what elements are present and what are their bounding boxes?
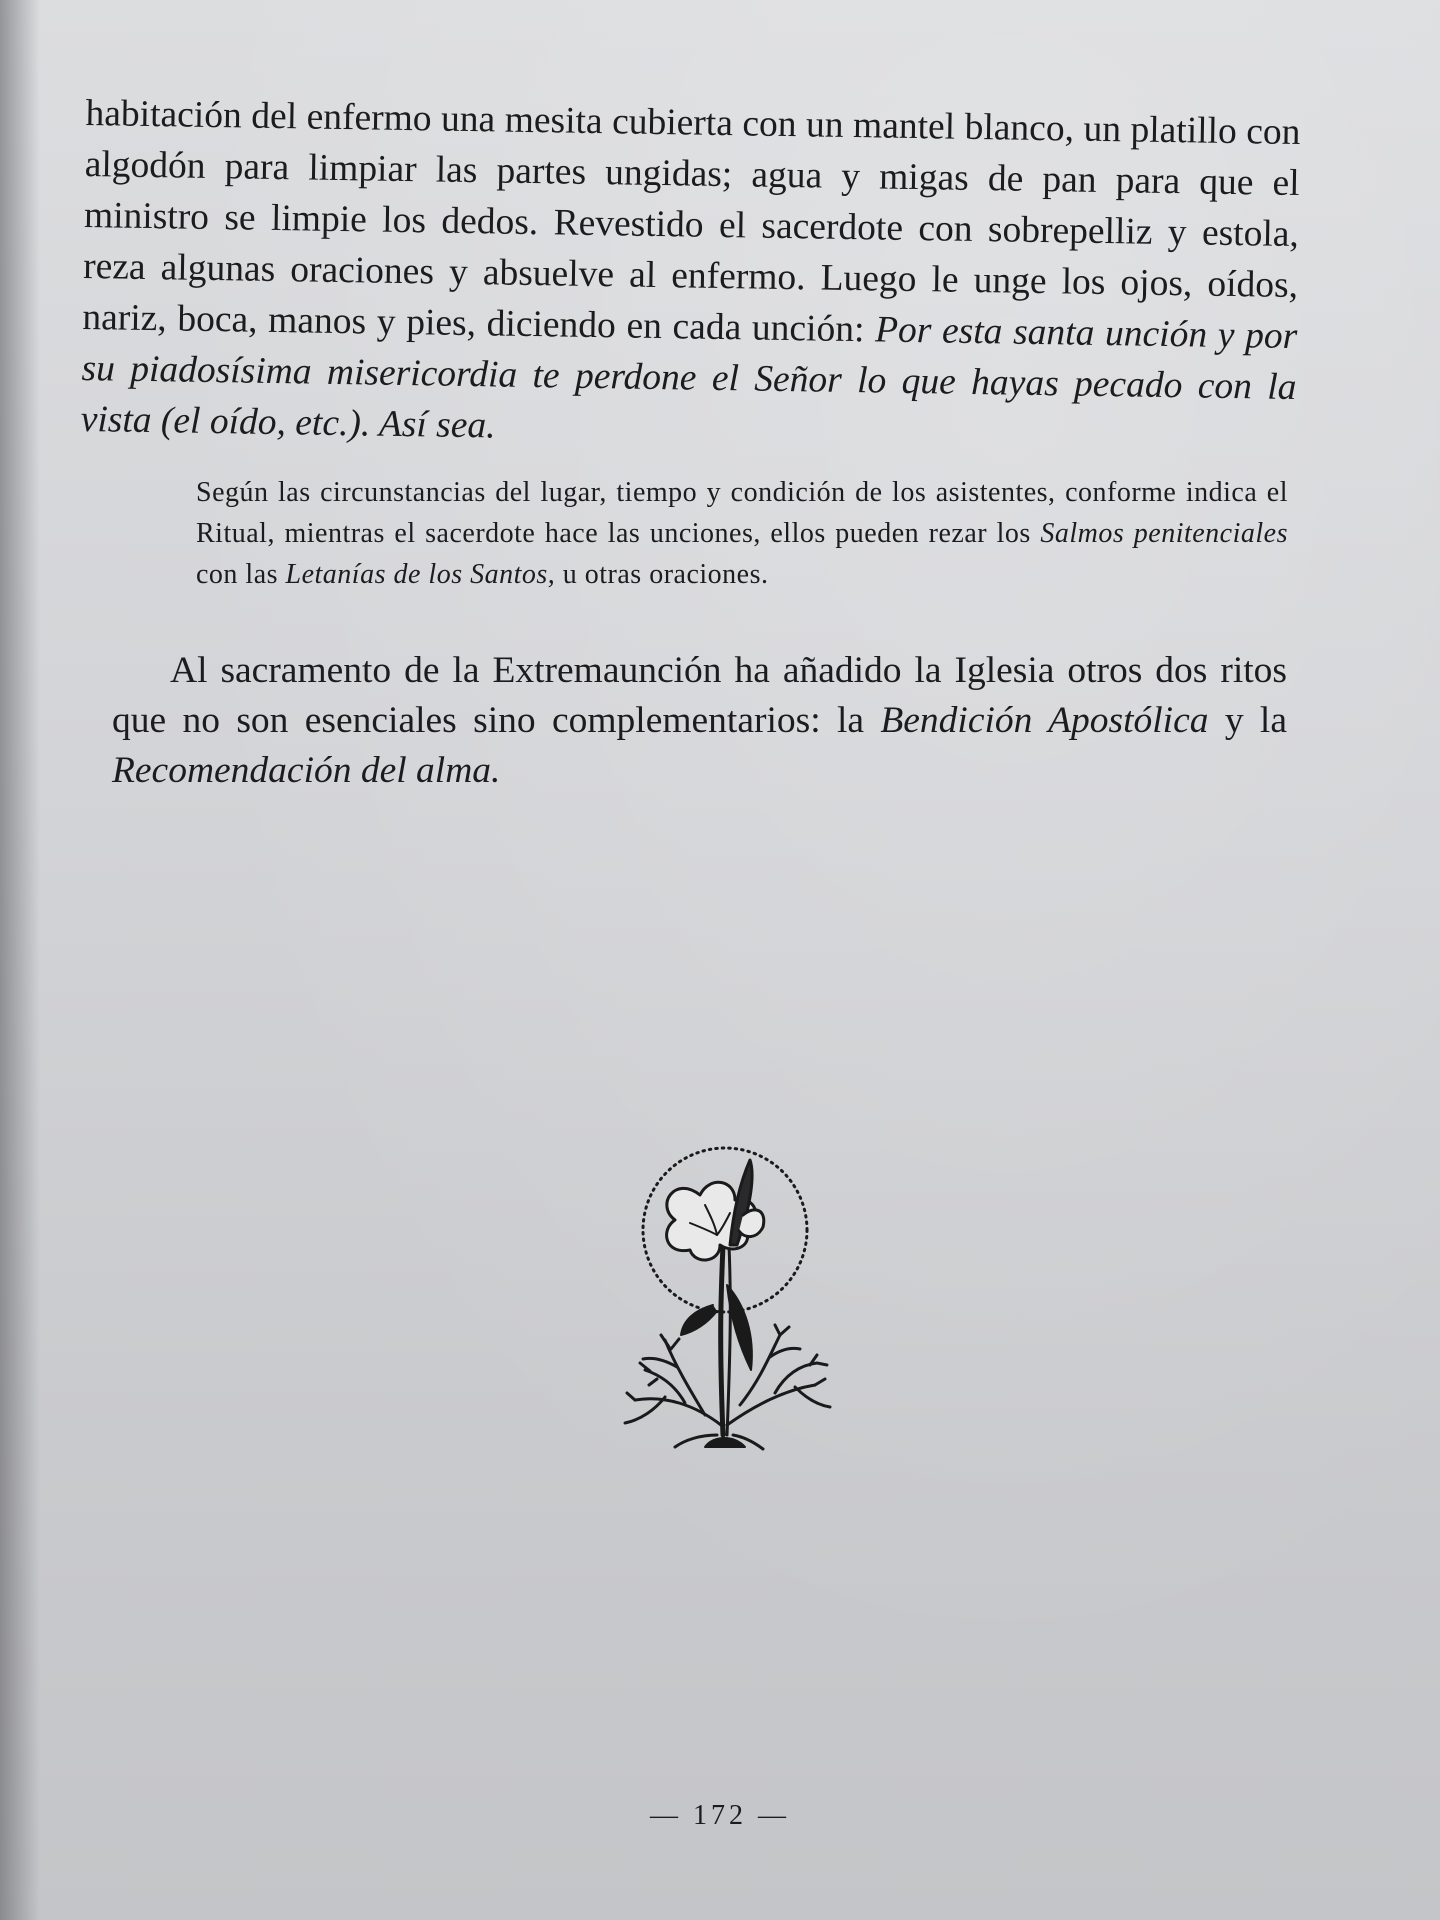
closing-text-2: y la bbox=[1208, 700, 1287, 741]
closing-paragraph bbox=[112, 646, 1287, 796]
main-paragraph-text: habitación del enfermo una mesita cubierta con un mantel blanco, un platillo con algodón para limpiar las partes ungidas; agua y migas de pan para que el ministro se limpie los dedos. Revestido el sacerdote con sobrepelliz y estola, reza algunas oraciones y absuelve al enfermo. Luego le unge los ojos, oídos, nariz, boca, manos y pies, diciendo en cada unción: bbox=[82, 92, 1301, 351]
page-gutter-shadow bbox=[0, 0, 40, 1920]
note-paragraph bbox=[196, 472, 1288, 595]
lily-bloom bbox=[667, 1160, 764, 1260]
lily-flower-icon bbox=[605, 1135, 845, 1465]
note-text-2: con las bbox=[196, 559, 286, 590]
note-text-1: Según las circunstancias del lugar, tiempo y condición de los asistentes, conforme indica el Ritual, mientras el sacerdote hace las unciones, ellos pueden rezar los bbox=[196, 477, 1288, 549]
letanias-de-los-santos: Letanías de los Santos, bbox=[285, 559, 556, 590]
recomendacion-del-alma: Recomendación del alma. bbox=[112, 750, 501, 791]
lily-leaf-left bbox=[681, 1305, 717, 1335]
page-number: — 172 — bbox=[650, 1800, 790, 1831]
salmos-penitenciales: Salmos penitenciales bbox=[1040, 518, 1288, 549]
lily-stem bbox=[721, 1245, 723, 1435]
closing-text-1: Al sacramento de la Extremaunción ha añadido la Iglesia otros dos ritos que no son esenciales sino complementarios: la bbox=[112, 650, 1287, 741]
unction-formula: Por esta santa unción y por su piadosísima misericordia te perdone el Señor lo que hayas pecado con la vista (el oído, etc.). Así sea. bbox=[80, 309, 1298, 447]
note-text-3: u otras oraciones. bbox=[555, 559, 769, 590]
lily-roots bbox=[705, 1438, 745, 1447]
bendicion-apostolica: Bendición Apostólica bbox=[880, 700, 1209, 741]
main-paragraph bbox=[80, 88, 1300, 464]
